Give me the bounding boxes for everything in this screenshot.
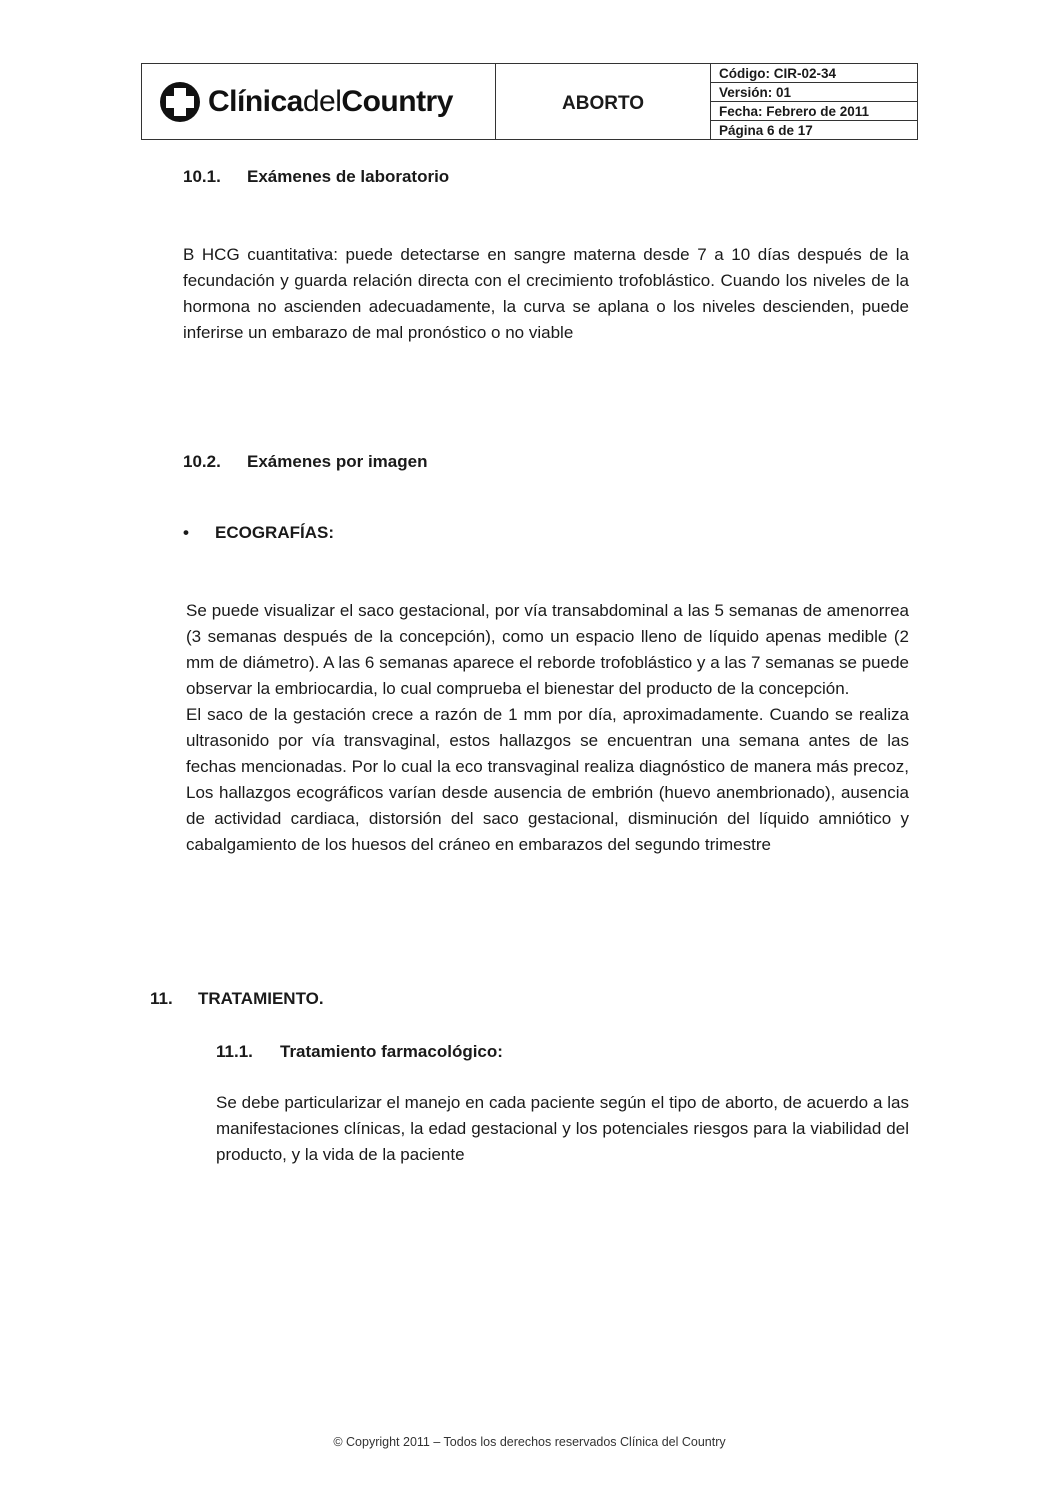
meta-code: Código: CIR-02-34 <box>711 64 917 83</box>
logo-word-country: Country <box>341 84 453 118</box>
heading-11-1 <box>216 1042 503 1062</box>
bullet-dot-icon: • <box>183 523 189 542</box>
paragraph-text: Se debe particularizar el manejo en cada paciente según el tipo de aborto, de acuerdo a las manifestaciones clínicas, la edad gestacional y los potenciales riesgos para la viabilidad del producto, y la vida de la paciente <box>216 1093 909 1164</box>
bullet-ecografias <box>183 523 334 543</box>
heading-number: 10.2. <box>183 452 221 471</box>
heading-10-2 <box>183 452 427 472</box>
heading-title: Exámenes de laboratorio <box>247 167 450 186</box>
document-header <box>141 63 918 140</box>
heading-number: 10.1. <box>183 167 221 186</box>
bullet-label: ECOGRAFÍAS: <box>215 523 334 542</box>
paragraph-text: B HCG cuantitativa: puede detectarse en sangre materna desde 7 a 10 días después de la fecundación y guarda relación directa con el crecimiento trofoblástico. Cuando los niveles de la hormona no ascienden adecuadamente, la curva se aplana o los niveles descienden, puede inferirse un embarazo de mal pronóstico o no viable <box>183 245 909 342</box>
logo-cell <box>142 64 496 139</box>
meta-version: Versión: 01 <box>711 83 917 102</box>
heading-title: Exámenes por imagen <box>247 452 428 471</box>
document-title: ABORTO <box>496 64 711 139</box>
logo-text <box>208 85 453 119</box>
meta-date: Fecha: Febrero de 2011 <box>711 102 917 121</box>
heading-title: TRATAMIENTO. <box>198 989 324 1008</box>
cross-logo-icon <box>160 82 200 122</box>
heading-title: Tratamiento farmacológico: <box>280 1042 503 1061</box>
heading-10-1 <box>183 167 449 187</box>
heading-number: 11.1. <box>216 1042 253 1061</box>
meta-page: Página 6 de 17 <box>719 122 813 138</box>
document-meta <box>711 64 917 139</box>
logo-word-del: del <box>302 84 342 118</box>
paragraph-bhcg <box>183 242 909 346</box>
paragraph-tratamiento <box>216 1090 909 1168</box>
paragraph-ecografias <box>186 598 909 858</box>
heading-number: 11. <box>150 989 173 1008</box>
logo-word-clinica: Clínica <box>208 84 303 118</box>
paragraph-text-1: Se puede visualizar el saco gestacional, por vía transabdominal a las 5 semanas de amenorrea (3 semanas después de la concepción), como un espacio lleno de líquido apenas medible (2 mm de diámetro). A las 6 semanas aparece el reborde trofoblástico y a las 7 semanas se puede observar la embriocardia, lo cual comprueba el bienestar del producto de la concepción. <box>186 601 909 698</box>
footer-copyright: © Copyright 2011 – Todos los derechos reservados Clínica del Country <box>333 1435 726 1449</box>
paragraph-text-2: El saco de la gestación crece a razón de 1 mm por día, aproximadamente. Cuando se realiza ultrasonido por vía transvaginal, estos hallazgos se encuentran una semana antes de las fechas mencionadas. Por lo cual la eco transvaginal realiza diagnóstico de manera más precoz, Los hallazgos ecográficos varían desde ausencia de embrión (huevo anembrionado), ausencia de actividad cardiaca, distorsión del saco gestacional, disminución del líquido amniótico y cabalgamiento de los huesos del cráneo en embarazos del segundo trimestre <box>186 705 909 854</box>
heading-11 <box>150 989 324 1009</box>
